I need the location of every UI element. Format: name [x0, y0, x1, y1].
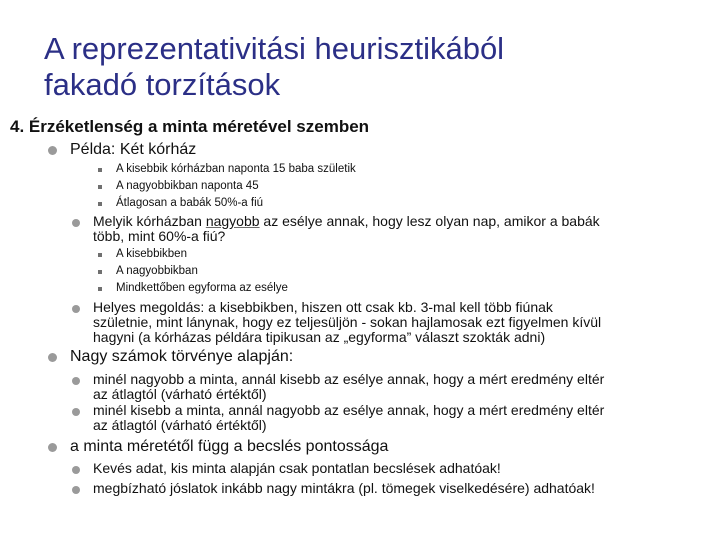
answer-line1: Helyes megoldás: a kisebbikben, hiszen ott csak kb. 3-mal kell több fiúnak [93, 299, 553, 315]
slide-title-line2: fakadó torzítások [44, 67, 281, 102]
fact-item: A kisebbik kórházban naponta 15 baba születik [116, 163, 356, 175]
accuracy-item: megbízható jóslatok inkább nagy mintákra (pl. tömegek viselkedésére) adhatóak! [93, 480, 595, 496]
question-line2: több, mint 60%-a fiú? [93, 228, 226, 244]
bullet-dot-icon [48, 146, 57, 155]
bullet-dot-icon [72, 377, 80, 385]
bullet-square-icon [98, 202, 102, 206]
bullet-dot-icon [48, 353, 57, 362]
answer-line3: hagyni (a kórházas példára tipikusan az „egyforma” választ szokták adni) [93, 329, 546, 345]
fact-item: A nagyobbikban naponta 45 [116, 180, 259, 192]
bullet-square-icon [98, 253, 102, 257]
question-line1: Melyik kórházban nagyobb az esélye annak, hogy lesz olyan nap, amikor a babák [93, 213, 600, 229]
bullet-dot-icon [72, 466, 80, 474]
bullet-dot-icon [72, 219, 80, 227]
bullet-dot-icon [72, 408, 80, 416]
law-item-line1: minél nagyobb a minta, annál kisebb az esélye annak, hogy a mért eredmény eltér [93, 371, 605, 387]
example-label: Példa: Két kórház [70, 141, 197, 158]
section-heading: 4. Érzéketlenség a minta méretével szemben [10, 117, 370, 136]
bullet-square-icon [98, 270, 102, 274]
bullet-dot-icon [48, 443, 57, 452]
option-item: A nagyobbikban [116, 265, 198, 277]
bullet-dot-icon [72, 486, 80, 494]
accuracy-label: a minta méretétől függ a becslés pontossága [70, 438, 389, 455]
law-item-line1: minél kisebb a minta, annál nagyobb az esélye annak, hogy a mért eredmény eltér [93, 402, 605, 418]
bullet-square-icon [98, 168, 102, 172]
law-item-line2: az átlagtól (várható értéktől) [93, 386, 267, 402]
bullet-square-icon [98, 287, 102, 291]
bullet-dot-icon [72, 305, 80, 313]
fact-item: Átlagosan a babák 50%-a fiú [116, 197, 264, 209]
slide-title [44, 31, 684, 103]
law-item-line2: az átlagtól (várható értéktől) [93, 417, 267, 433]
law-label: Nagy számok törvénye alapján: [70, 348, 294, 365]
answer-line2: születnie, mint lánynak, hogy ez teljesüljön - sokan hajlamosak ezt figyelmen kívül [93, 314, 602, 330]
slide-title-line1: A reprezentativitási heurisztikából [44, 31, 505, 66]
bullet-square-icon [98, 185, 102, 189]
option-item: Mindkettőben egyforma az esélye [116, 282, 288, 294]
accuracy-item: Kevés adat, kis minta alapján csak pontatlan becslések adhatóak! [93, 460, 501, 476]
option-item: A kisebbikben [116, 248, 187, 260]
